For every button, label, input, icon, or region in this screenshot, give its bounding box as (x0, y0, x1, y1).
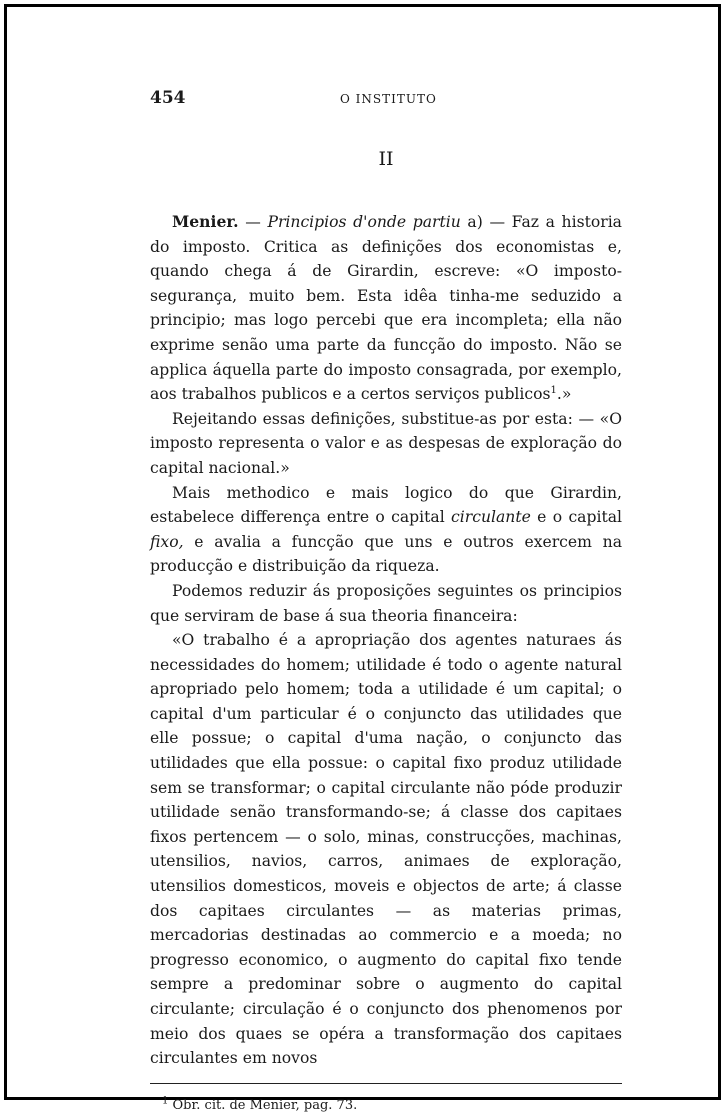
footnote-marker: 1 (162, 1095, 169, 1107)
paragraph-3-text-c: e avalia a funcção que uns e outros exercem na producção e distribuição da riqueza. (150, 532, 622, 576)
footnote (150, 1095, 622, 1113)
footnote-text: Obr. cit. de Menier, pag. 73. (168, 1097, 358, 1113)
body-text (150, 210, 622, 1071)
dash: — (238, 213, 268, 231)
term-circulante: circulante (451, 508, 531, 527)
page-number: 454 (150, 88, 186, 108)
footnote-reference: 1 (550, 384, 557, 396)
section-heading: II (378, 148, 394, 170)
paragraph-3-text-a: Mais methodico e mais logico do que Girardin, estabelece differença entre o capital (150, 483, 622, 527)
paragraph-3-text-b: e o capital (530, 508, 622, 527)
footnote-rule (150, 1083, 622, 1084)
author-name: Menier. (172, 212, 239, 231)
paragraph-1 (150, 210, 622, 407)
work-title: Principios d'onde partiu (267, 213, 461, 231)
term-fixo: fixo, (150, 532, 184, 551)
paragraph-4: Podemos reduzir ás proposições seguintes os principios que serviram de base á sua theoria financeira: (150, 581, 622, 625)
running-head (150, 88, 622, 114)
paragraph-5: «O trabalho é a apropriação dos agentes naturaes ás necessidades do homem; utilidade é todo o agente natural apropriado pelo homem; toda a utilidade é um capital; o capital d'um particular é o conjuncto das utilidades que elle possue; o capital d'uma nação, o conjuncto das utilidades que ella possue: o capital fixo produz utilidade sem se transformar; o capital circulante não póde produzir utilidade senão transformando-se; á classe dos capitaes fixos pertencem — o solo, minas, construcções, machinas, utensilios, navios, carros, animaes de exploração, utensilios domesticos, moveis e objectos de arte; á classe dos capitaes circulantes — as materias primas, mercadorias destinadas ao commercio e a moeda; no progresso economico, o augmento do capital fixo tende sempre a predominar sobre o augmento do capital circulante; circulação é o conjuncto dos phenomenos por meio dos quaes se opéra a transformação dos capitaes circulantes em novos (150, 631, 622, 1068)
running-title: O INSTITUTO (340, 92, 437, 106)
book-page (150, 88, 622, 1113)
paragraph-3 (150, 481, 622, 579)
paragraph-1-text: a) — Faz a historia do imposto. Critica as definições dos economistas e, quando chega á de Girardin, escreve: «O imposto-segurança, muito bem. Esta idêa tinha-me seduzido a principio; mas logo percebi que era incompleta; ella não exprime senão uma parte da funcção do imposto. Não se applica áquella parte do imposto consagrada, por exemplo, aos trabalhos publicos e a certos serviços publicos (150, 213, 622, 404)
paragraph-2: Rejeitando essas definições, substitue-as por esta: — «O imposto representa o valor e as despesas de exploração do capital nacional.» (150, 409, 622, 477)
quote-end: .» (556, 385, 572, 404)
